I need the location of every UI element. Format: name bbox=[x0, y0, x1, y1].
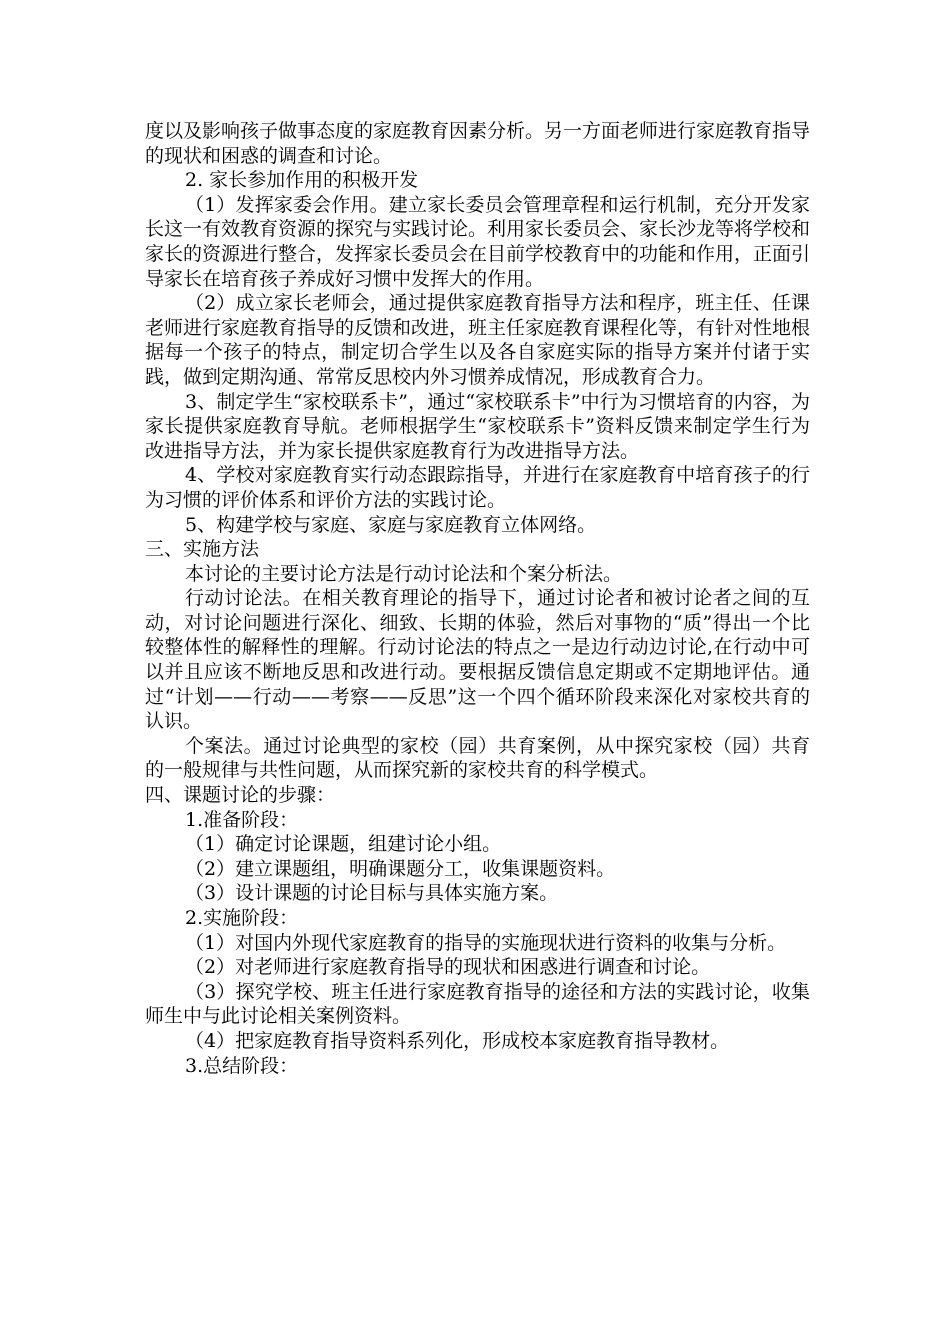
step-heading-preparation: 1.准备阶段： bbox=[185, 808, 299, 831]
subheading-parent-participation: 2. 家长参加作用的积极开发 bbox=[185, 169, 419, 192]
list-item: （2）建立课题组，明确课题分工，收集课题资料。 bbox=[185, 857, 616, 880]
paragraph-parent-teacher-association: （2）成立家长老师会，通过提供家庭教育指导方法和程序，班主任、任课老师进行家庭教育指导的反馈和改进，班主任家庭教育课程化等，有针对性地根据每一个孩子的特点，制定切合学生以及各自家庭实际的指导方案并付诸于实践，做到定期沟通、常常反思校内外习惯养成情况，形成教育合力。 bbox=[145, 292, 811, 388]
list-item: （4）把家庭教育指导资料系列化，形成校本家庭教育指导教材。 bbox=[185, 1029, 730, 1052]
section-heading-steps: 四、课题讨论的步骤： bbox=[145, 784, 336, 807]
paragraph-dynamic-tracking: 4、学校对家庭教育实行动态跟踪指导，并进行在家庭教育中培育孩子的行为习惯的评价体系和评价方法的实践讨论。 bbox=[145, 464, 810, 511]
paragraph-network: 5、构建学校与家庭、家庭与家庭教育立体网络。 bbox=[185, 513, 597, 536]
paragraph-case-study: 个案法。通过讨论典型的家校（园）共育案例，从中探究家校（园）共育的一般规律与共性问题，从而探究新的家校共育的科学模式。 bbox=[145, 734, 810, 782]
list-item: （2）对老师进行家庭教育指导的现状和困惑进行调查和讨论。 bbox=[185, 956, 711, 979]
paragraph-continuation: 度以及影响孩子做事态度的家庭教育因素分析。另一方面老师进行家庭教育指导的现状和困惑的调查和讨论。 bbox=[145, 120, 811, 167]
list-item: （3）设计课题的讨论目标与具体实施方案。 bbox=[185, 882, 559, 905]
list-item: （3）探究学校、班主任进行家庭教育指导的途径和方法的实践讨论，收集师生中与此讨论相关案例资料。 bbox=[145, 980, 810, 1028]
paragraph-contact-card: 3、制定学生“家校联系卡”，通过“家校联系卡”中行为习惯培育的内容，为家长提供家庭教育导航。老师根据学生“家校联系卡”资料反馈来制定学生行为改进指导方法，并为家长提供家庭教育行为改进指导方法。 bbox=[145, 390, 810, 462]
list-item: （1）对国内外现代家庭教育的指导的实施现状进行资料的收集与分析。 bbox=[185, 931, 787, 954]
list-item: （1）确定讨论课题，组建讨论小组。 bbox=[185, 833, 502, 856]
section-heading-methods: 三、实施方法 bbox=[145, 538, 260, 561]
document-page bbox=[145, 119, 810, 1078]
step-heading-summary: 3.总结阶段： bbox=[185, 1054, 299, 1077]
paragraph-parent-committee: （1）发挥家委会作用。建立家长委员会管理章程和运行机制，充分开发家长这一有效教育资源的探究与实践讨论。利用家长委员会、家长沙龙等将学校和家长的资源进行整合，发挥家长委员会在目前学校教育中的功能和作用，正面引导家长在培育孩子养成好习惯中发挥大的作用。 bbox=[145, 193, 811, 290]
paragraph-methods-intro: 本讨论的主要讨论方法是行动讨论法和个案分析法。 bbox=[185, 562, 623, 585]
paragraph-action-research: 行动讨论法。在相关教育理论的指导下，通过讨论者和被讨论者之间的互动，对讨论问题进行深化、细致、长期的体验，然后对事物的“质”得出一个比较整体性的解释性的理解。行动讨论法的特点之一是边行动边讨论,在行动中可以并且应该不断地反思和改进行动。要根据反馈信息定期或不定期地评估。通过“计划——行动——考察——反思”这一个四个循环阶段来深化对家校共育的认识。 bbox=[145, 587, 810, 733]
step-heading-implementation: 2.实施阶段： bbox=[185, 907, 299, 929]
